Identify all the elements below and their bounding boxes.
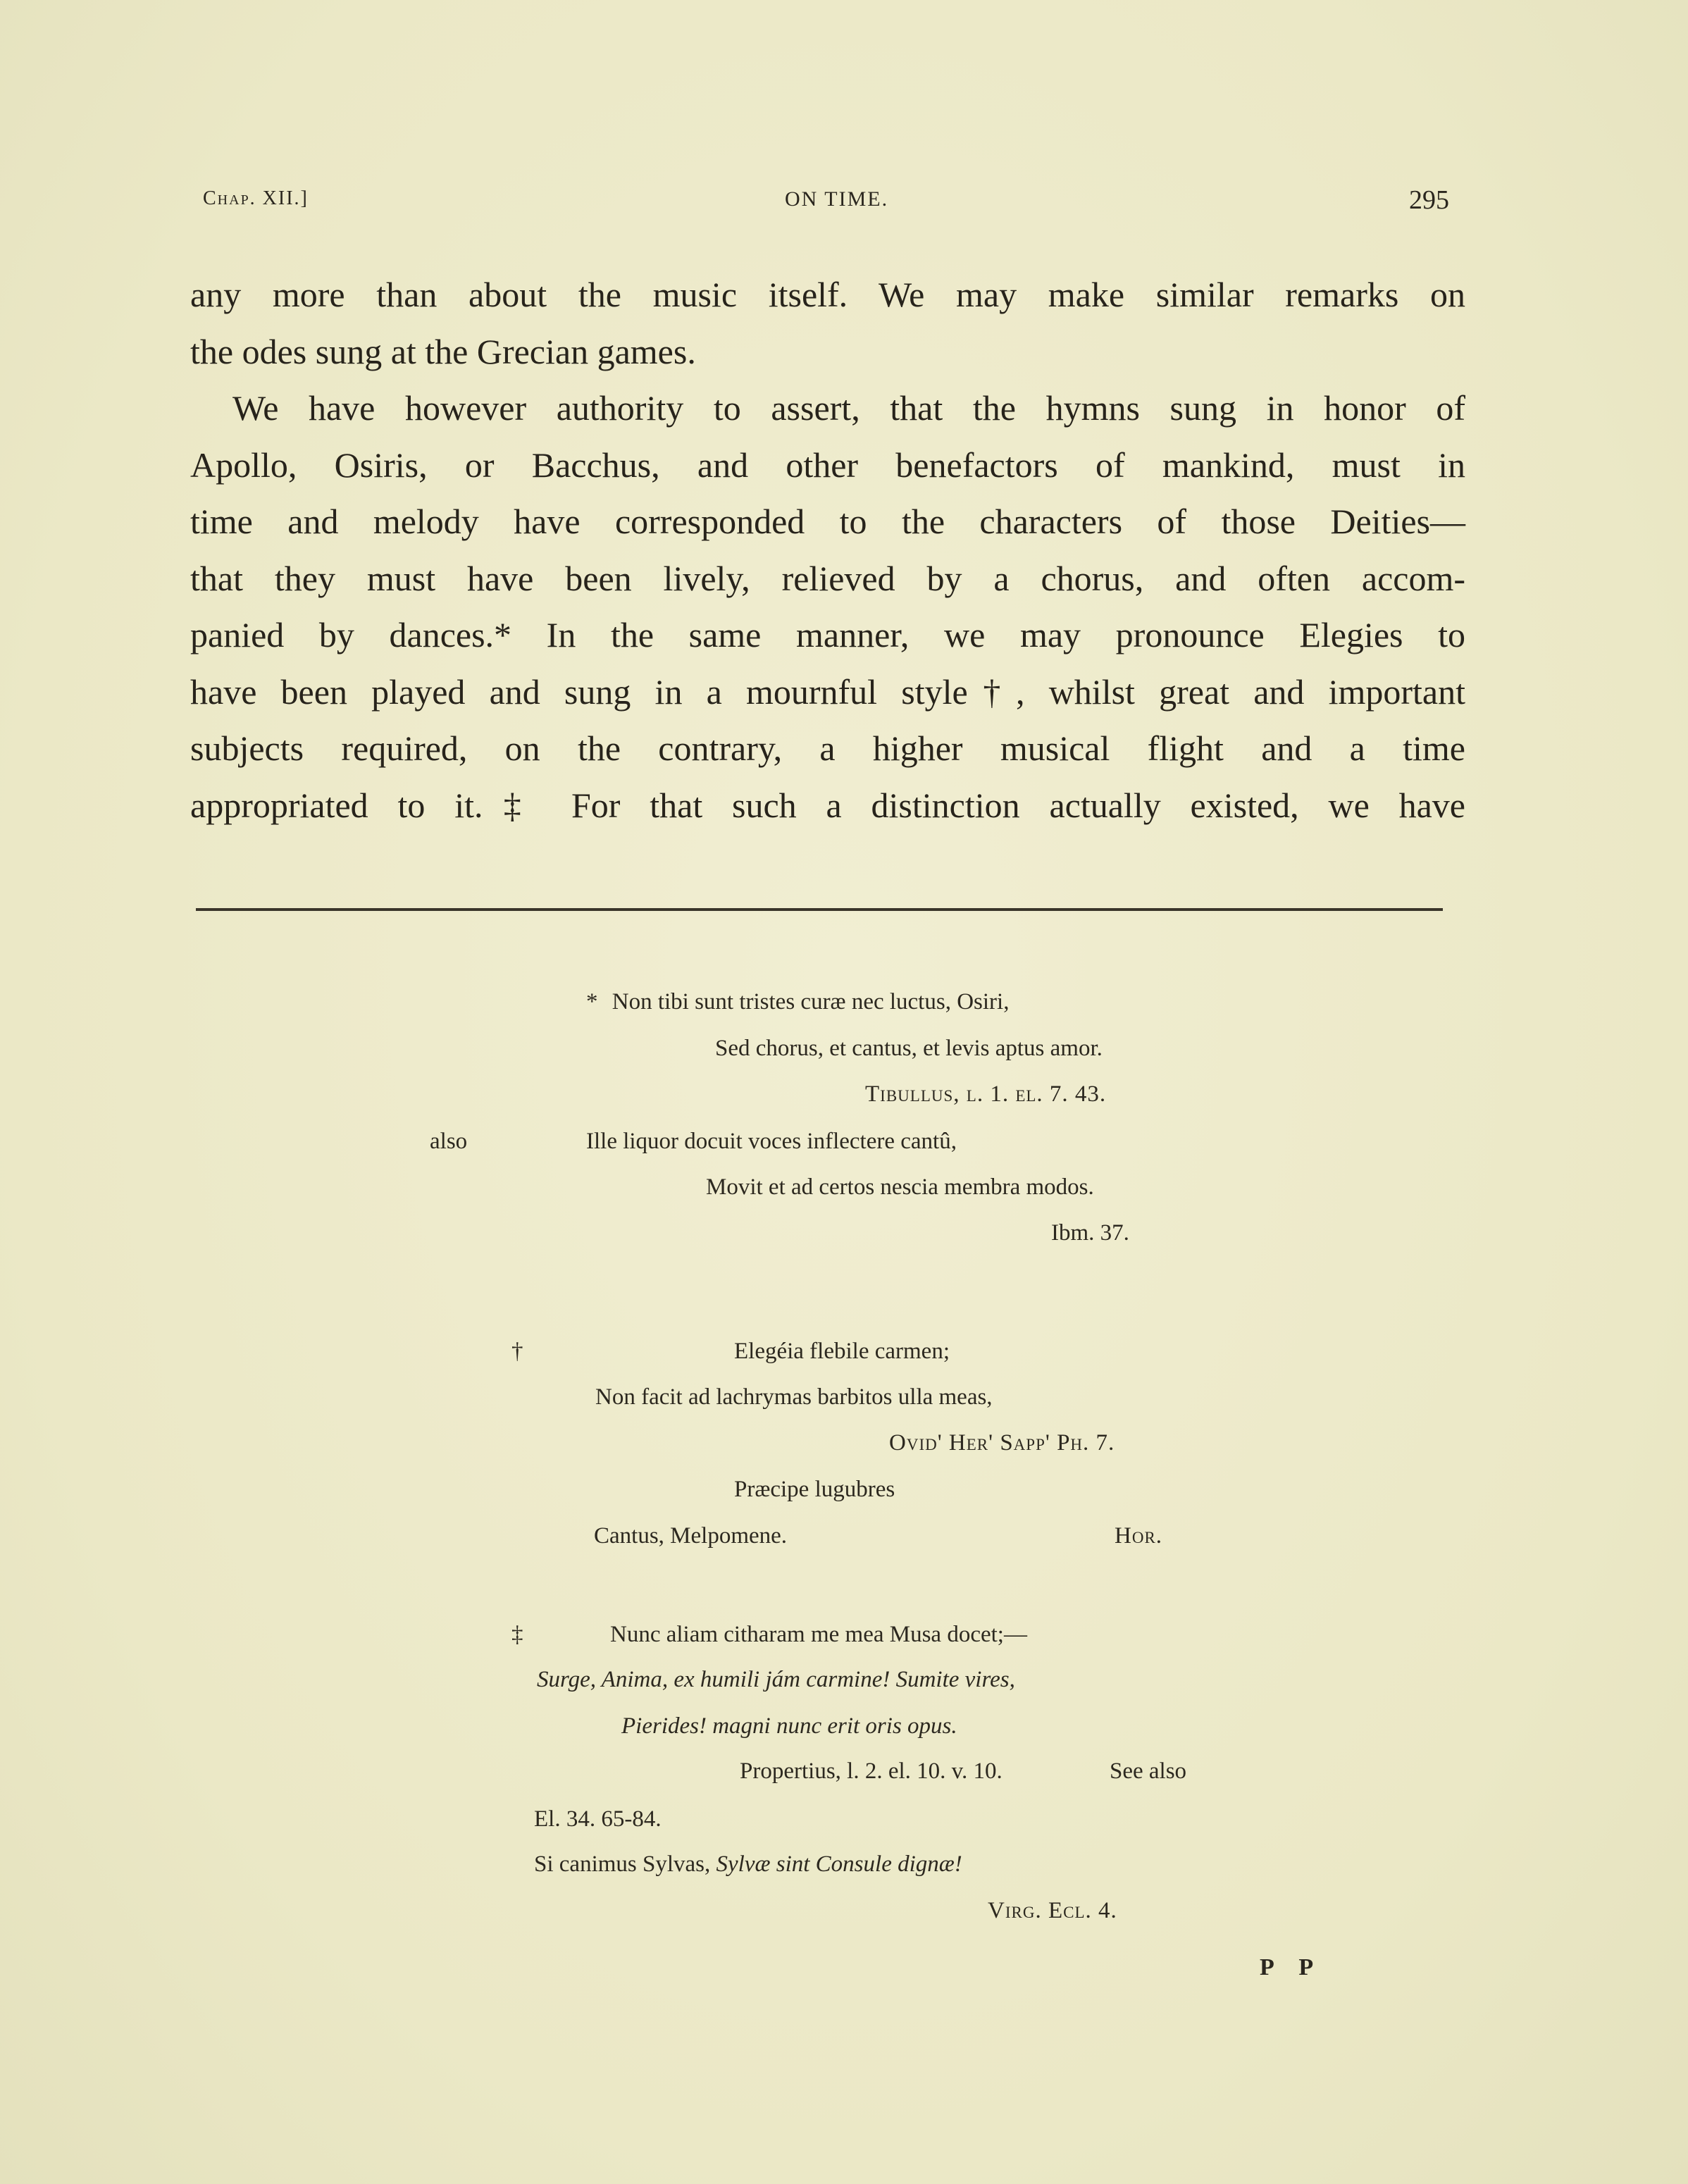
footnote-source: Virg. Ecl. 4.	[988, 1898, 1117, 1923]
text-line: Apollo, Osiris, or Bacchus, and other benefactors of mankind, must in	[190, 445, 1465, 485]
footnote-verse-line: Cantus, Melpomene.	[594, 1523, 788, 1549]
footnote-verse-line: Elegéia flebile carmen;	[734, 1339, 950, 1364]
footnote-verse-line: Movit et ad certos nescia membra modos.	[706, 1174, 1094, 1200]
footnote-reference: El. 34. 65-84.	[534, 1806, 662, 1832]
footnote-rule	[196, 908, 1443, 911]
footnote-source: Ibm. 37.	[1051, 1220, 1129, 1246]
body-text	[190, 266, 1465, 833]
footnote-also: also	[430, 1129, 468, 1154]
page-number: 295	[1409, 185, 1449, 215]
footnote-verse-line: Nunc aliam citharam me mea Musa docet;—	[610, 1622, 1027, 1647]
footnote-verse-part: Si canimus Sylvas,	[534, 1851, 716, 1877]
footnote-verse-line: Pierides! magni nunc erit oris opus.	[621, 1713, 957, 1739]
footnote-source: Tibullus, l. 1. el. 7. 43.	[865, 1081, 1107, 1107]
text-line: that they must have been lively, relieved by a chorus, and often accom-	[190, 558, 1465, 598]
text-line: have been played and sung in a mournful style†, whilst great and important	[190, 671, 1465, 712]
text-line: We have however authority to assert, that the hymns sung in honor of	[232, 388, 1465, 428]
footnote-source: Hor.	[1115, 1523, 1163, 1549]
footnote-verse-line: Non facit ad lachrymas barbitos ulla meas,	[595, 1384, 993, 1410]
text-line: panied by dances.* In the same manner, we may pronounce Elegies to	[190, 615, 1465, 654]
paragraph-1	[190, 266, 1465, 380]
footnote-verse-line: Surge, Anima, ex humili jám carmine! Sumite vires,	[537, 1667, 1015, 1692]
footnote-verse-line: Sed chorus, et cantus, et levis aptus amor.	[715, 1036, 1103, 1061]
footnote-mark-double-dagger: ‡	[511, 1622, 523, 1647]
footnote-verse-line: Ille liquor docuit voces inflectere cantû,	[586, 1129, 957, 1154]
text-line: any more than about the music itself. We may make similar remarks on	[190, 275, 1465, 314]
text-line: the odes sung at the Grecian games.	[190, 331, 696, 371]
text-line: time and melody have corresponded to the characters of those Deities—	[190, 502, 1465, 541]
footnote-star	[586, 989, 1009, 1015]
footnote-verse-line: Præcipe lugubres	[734, 1477, 895, 1502]
footnote-mark-dagger: †	[511, 1339, 523, 1364]
text-line: appropriated to it.‡ For that such a distinction actually existed, we have	[190, 785, 1465, 825]
footnote-mark-star: *	[586, 989, 598, 1015]
running-head-chapter: Chap. XII.]	[203, 187, 309, 209]
footnote-verse-line: Non tibi sunt tristes curæ nec luctus, Osiri,	[612, 989, 1010, 1015]
footnote-source: Ovid' Her' Sapp' Ph. 7.	[889, 1430, 1115, 1456]
running-head-title: ON TIME.	[785, 187, 889, 211]
footnote-source: Propertius, l. 2. el. 10. v. 10.	[740, 1758, 1003, 1784]
signature-mark: P P	[1260, 1954, 1324, 1980]
text-line: subjects required, on the contrary, a higher musical flight and a time	[190, 728, 1465, 768]
paragraph-2	[190, 380, 1465, 833]
footnote-verse-part-italic: Sylvæ sint Consule dignæ!	[716, 1851, 962, 1877]
footnote-see-also: See also	[1110, 1758, 1187, 1784]
footnote-verse-line	[534, 1851, 962, 1878]
